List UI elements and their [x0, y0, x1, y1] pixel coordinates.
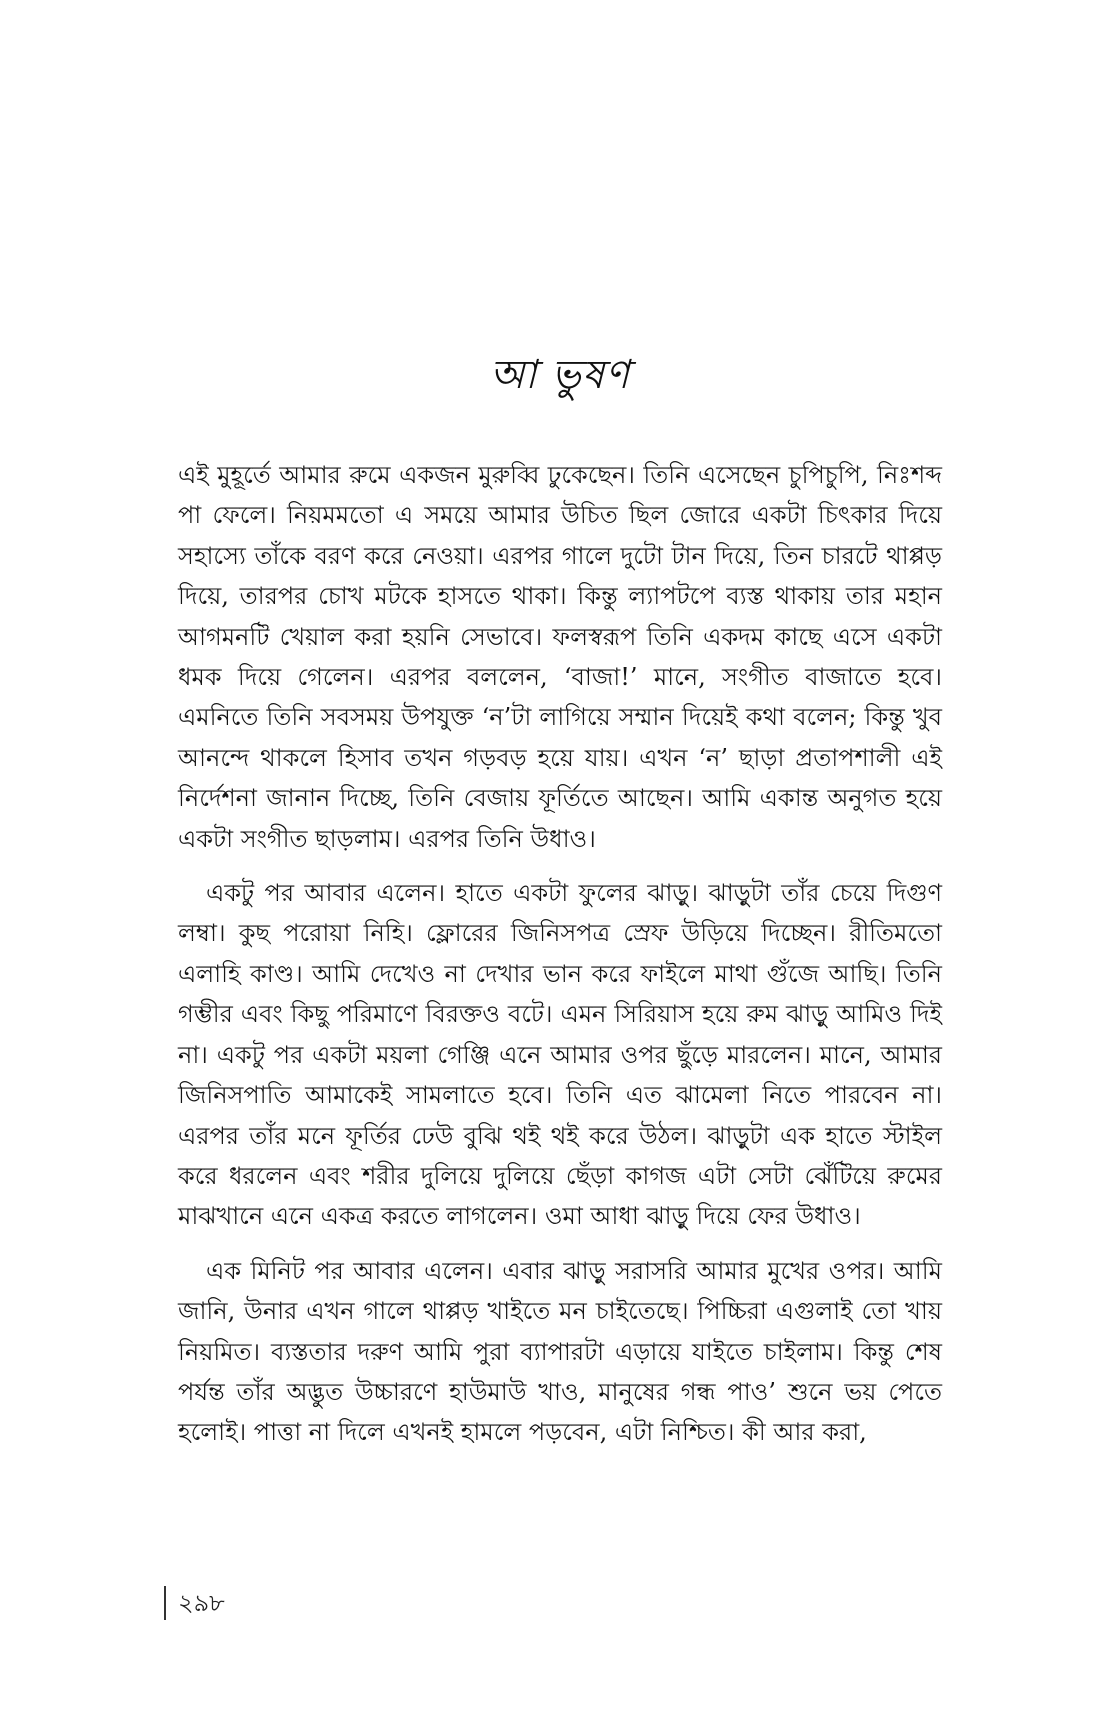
folio-rule [164, 1586, 166, 1620]
body-text [178, 455, 942, 1467]
paragraph-2: একটু পর আবার এলেন। হাতে একটা ফুলের ঝাড়ু। ঝাড়ুটা তাঁর চেয়ে দিগুণ লম্বা। কুছ পরোয়া নিহি। ফ্লোরের জিনিসপত্র স্রেফ উড়িয়ে দিচ্ছেন। রীতিমতো এলাহি কাণ্ড। আমি দেখেও না দেখার ভান করে ফাইলে মাথা গুঁজে আছি। তিনি গম্ভীর এবং কিছু পরিমাণে বিরক্তও বটে। এমন সিরিয়াস হয়ে রুম ঝাড়ু আমিও দিই না। একটু পর একটা ময়লা গেঞ্জি এনে আমার ওপর ছুঁড়ে মারলেন। মানে, আমার জিনিসপাতি আমাকেই সামলাতে হবে। তিনি এত ঝামেলা নিতে পারবেন না। এরপর তাঁর মনে ফূর্তির ঢেউ বুঝি থই থই করে উঠল। ঝাড়ুটা এক হাতে স্টাইল করে ধরলেন এবং শরীর দুলিয়ে দুলিয়ে ছেঁড়া কাগজ এটা সেটা ঝেঁটিয়ে রুমের মাঝখানে এনে একত্র করতে লাগলেন। ওমা আধা ঝাড়ু দিয়ে ফের উধাও। [178, 879, 942, 1231]
paragraph-3: এক মিনিট পর আবার এলেন। এবার ঝাড়ু সরাসরি আমার মুখের ওপর। আমি জানি, উনার এখন গালে থাপ্পড় খাইতে মন চাইতেছে। পিচ্চিরা এগুলাই তো খায় নিয়মিত। ব্যস্ততার দরুণ আমি পুরা ব্যাপারটা এড়ায়ে যাইতে চাইলাম। কিন্তু শেষ পর্যন্ত তাঁর অদ্ভুত উচ্চারণে হাউমাউ খাও, মানুষের গন্ধ পাও’ শুনে ভয় পেতে হলোই। পাত্তা না দিলে এখনই হামলে পড়বেন, এটা নিশ্চিত। কী আর করা, [178, 1256, 942, 1447]
paragraph-1: এই মুহূর্তে আমার রুমে একজন মুরুব্বি ঢুকেছেন। তিনি এসেছেন চুপিচুপি, নিঃশব্দ পা ফেলে। নিয়মমতো এ সময়ে আমার উচিত ছিল জোরে একটা চিৎকার দিয়ে সহাস্যে তাঁকে বরণ করে নেওয়া। এরপর গালে দুটো টান দিয়ে, তিন চারটে থাপ্পড় দিয়ে, তারপর চোখ মটকে হাসতে থাকা। কিন্তু ল্যাপটপে ব্যস্ত থাকায় তার মহান আগমনটি খেয়াল করা হয়নি সেভাবে। ফলস্বরূপ তিনি একদম কাছে এসে একটা ধমক দিয়ে গেলেন। এরপর বললেন, ‘বাজা!’ মানে, সংগীত বাজাতে হবে। এমনিতে তিনি সবসময় উপযুক্ত ‘ন’টা লাগিয়ে সম্মান দিয়েই কথা বলেন; কিন্তু খুব আনন্দে থাকলে হিসাব তখন গড়বড় হয়ে যায়। এখন ‘ন’ ছাড়া প্রতাপশালী এই নির্দেশনা জানান দিচ্ছে, তিনি বেজায় ফূর্তিতে আছেন। আমি একান্ত অনুগত হয়ে একটা সংগীত ছাড়লাম। এরপর তিনি উধাও। [178, 461, 942, 853]
chapter-title: আ ভুষণ [489, 351, 631, 398]
page-footer [164, 1586, 225, 1620]
page-number: ২৯৮ [178, 1589, 225, 1617]
